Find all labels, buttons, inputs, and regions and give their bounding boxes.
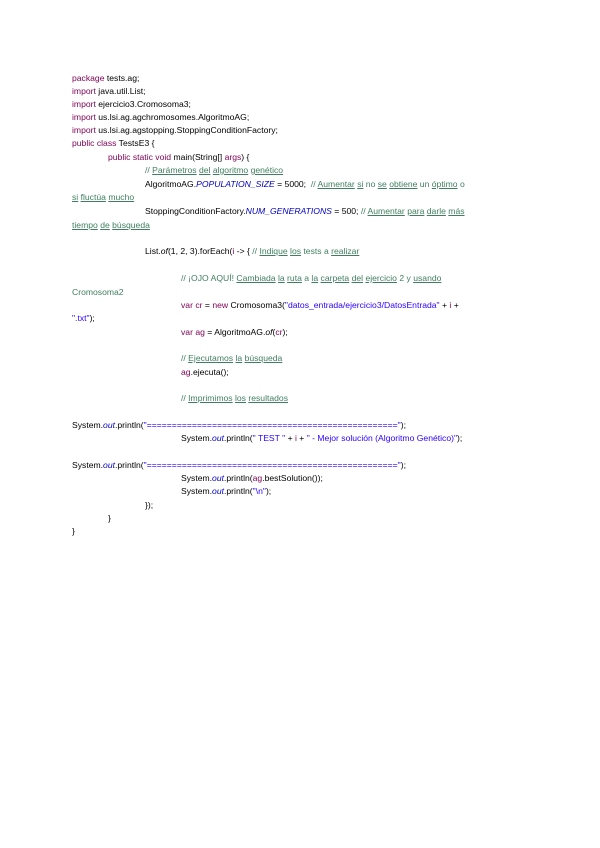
code-token: + — [451, 300, 459, 310]
code-token: ); — [282, 327, 288, 337]
code-token: ) { — [241, 152, 250, 162]
code-line — [145, 206, 465, 217]
code-token: .println( — [224, 433, 253, 443]
code-token: " - Mejor solución (Algoritmo Genético)" — [306, 433, 458, 443]
code-token: // — [360, 206, 368, 216]
code-token: ); — [400, 420, 406, 430]
code-token: out — [212, 433, 224, 443]
code-line — [72, 220, 150, 231]
code-token: System. — [181, 473, 213, 483]
code-token: ejercicio — [365, 273, 397, 283]
code-token: un — [417, 179, 432, 189]
code-line — [108, 513, 111, 524]
code-line — [181, 393, 288, 404]
code-token: Aumentar — [367, 206, 405, 216]
code-token: }); — [145, 500, 154, 510]
code-token: carpeta — [320, 273, 350, 283]
code-token: args — [224, 152, 242, 162]
code-token: } — [108, 513, 111, 523]
code-line — [72, 420, 406, 431]
code-token: } — [72, 526, 75, 536]
code-token: + — [296, 433, 307, 443]
code-token: Cromosoma3( — [228, 300, 285, 310]
code-token: la — [277, 273, 285, 283]
code-token: "==================================================" — [143, 420, 401, 430]
code-token: Imprimimos — [188, 393, 233, 403]
code-token: main(String[] — [171, 152, 225, 162]
code-token: "==================================================" — [143, 460, 401, 470]
code-token: obtiene — [389, 179, 418, 189]
code-token: ); — [400, 460, 406, 470]
code-token: i — [294, 433, 297, 443]
code-token: var — [181, 300, 193, 310]
code-token: package — [72, 73, 105, 83]
code-token: ( — [272, 327, 276, 337]
code-token: o — [457, 179, 465, 189]
code-token: AlgoritmoAG. — [145, 179, 197, 189]
code-token: System. — [181, 433, 213, 443]
code-token: ag — [181, 367, 191, 377]
code-line — [72, 313, 95, 324]
code-token: de — [100, 220, 110, 230]
code-line — [72, 526, 75, 537]
code-token: public class — [72, 138, 117, 148]
code-token: i — [449, 300, 452, 310]
code-token: tests.ag; — [104, 73, 140, 83]
code-token: del — [351, 273, 364, 283]
code-token: out — [212, 473, 224, 483]
code-token: out — [103, 460, 115, 470]
code-token: Aumentar — [317, 179, 355, 189]
code-line — [145, 165, 283, 176]
code-token: us.lsi.ag.agstopping.StoppingConditionFactory; — [95, 125, 278, 135]
code-token: fluctúa — [80, 192, 106, 202]
code-token: búsqueda — [112, 220, 150, 230]
code-token: .println( — [224, 486, 253, 496]
code-token: mucho — [108, 192, 135, 202]
code-token: a — [301, 273, 312, 283]
code-token: + — [439, 300, 450, 310]
code-token: ag — [195, 327, 205, 337]
code-token: import — [72, 86, 96, 96]
code-token: // — [181, 353, 189, 363]
code-token: ruta — [287, 273, 302, 283]
code-token: .println( — [115, 420, 144, 430]
code-token: "\n" — [252, 486, 266, 496]
code-token: = — [202, 300, 213, 310]
code-token: .println( — [115, 460, 144, 470]
code-token: más — [448, 206, 465, 216]
code-token: (1, 2, 3).forEach( — [167, 246, 233, 256]
code-token: Parámetros — [152, 165, 197, 175]
code-line — [181, 327, 288, 338]
code-token: = 500; — [331, 206, 361, 216]
code-token: i — [232, 246, 235, 256]
code-token: ); — [89, 313, 95, 323]
code-token: cr — [195, 300, 203, 310]
code-token: Ejecutamos — [188, 353, 234, 363]
code-token: = 5000; — [274, 179, 311, 189]
code-token: ejercicio3.Cromosoma3; — [95, 99, 191, 109]
code-token: // — [310, 179, 318, 189]
code-token: public static void — [108, 152, 172, 162]
code-token: us.lsi.ag.agchromosomes.AlgoritmoAG; — [95, 112, 250, 122]
code-token: System. — [72, 420, 104, 430]
code-token: genético — [250, 165, 284, 175]
code-token: System. — [181, 486, 213, 496]
code-line — [181, 473, 323, 484]
code-token: List. — [145, 246, 161, 256]
code-token: import — [72, 112, 96, 122]
code-token: resultados — [248, 393, 289, 403]
code-token: Indique — [259, 246, 288, 256]
code-line — [72, 86, 146, 97]
code-token: tests a — [301, 246, 332, 256]
code-token: se — [377, 179, 387, 189]
code-line — [145, 179, 465, 190]
code-line — [72, 73, 139, 84]
code-token: -> { — [234, 246, 253, 256]
code-token: ); — [457, 433, 463, 443]
code-token: "datos_entrada/ejercicio3/DatosEntrada" — [284, 300, 440, 310]
code-token: NUM_GENERATIONS — [245, 206, 332, 216]
code-token: // — [252, 246, 260, 256]
code-token: = AlgoritmoAG. — [204, 327, 266, 337]
code-token: ag — [252, 473, 263, 483]
code-token: ".txt" — [72, 313, 90, 323]
code-token: System. — [72, 460, 104, 470]
code-line — [72, 460, 406, 471]
code-token: out — [103, 420, 115, 430]
code-token: .bestSolution()); — [262, 473, 323, 483]
code-token: // — [145, 165, 153, 175]
code-token: darle — [426, 206, 446, 216]
code-line — [181, 353, 282, 364]
code-token: del — [198, 165, 211, 175]
code-token: ); — [265, 486, 272, 496]
code-line — [72, 192, 134, 203]
code-token: var — [181, 327, 193, 337]
code-token: los — [234, 393, 246, 403]
code-token: import — [72, 125, 96, 135]
code-token: los — [290, 246, 302, 256]
code-token: + — [285, 433, 295, 443]
code-token: 2 y — [396, 273, 414, 283]
code-token: out — [212, 486, 224, 496]
code-token: Cambiada — [236, 273, 276, 283]
code-token: tiempo — [72, 220, 98, 230]
code-token: la — [311, 273, 319, 283]
code-line — [72, 287, 124, 298]
code-line — [181, 273, 441, 284]
code-token: no — [363, 179, 378, 189]
code-token: TestsE3 { — [116, 138, 155, 148]
code-token: búsqueda — [244, 353, 283, 363]
code-line — [181, 367, 229, 378]
code-token: realizar — [331, 246, 360, 256]
code-token: java.util.List; — [95, 86, 146, 96]
code-token: " TEST " — [252, 433, 286, 443]
code-token: para — [407, 206, 425, 216]
code-token: cr — [275, 327, 283, 337]
code-line — [72, 112, 249, 123]
code-token: Cromosoma2 — [72, 287, 124, 297]
code-line — [72, 99, 191, 110]
code-token: si — [72, 192, 79, 202]
code-token: POPULATION_SIZE — [196, 179, 275, 189]
code-token: of — [160, 246, 168, 256]
code-line — [145, 500, 153, 511]
code-line — [181, 433, 462, 444]
code-line — [72, 125, 278, 136]
code-token: of — [265, 327, 273, 337]
code-token: óptimo — [431, 179, 458, 189]
code-token: usando — [413, 273, 442, 283]
code-token: la — [235, 353, 243, 363]
code-token: // — [181, 393, 189, 403]
code-token: // ¡OJO AQUÍ! — [181, 273, 237, 283]
code-line — [181, 486, 271, 497]
code-token: import — [72, 99, 96, 109]
code-token: algoritmo — [212, 165, 249, 175]
code-line — [145, 246, 359, 257]
code-line — [108, 152, 249, 163]
code-line — [72, 138, 154, 149]
code-token: .println( — [224, 473, 253, 483]
code-token: new — [212, 300, 229, 310]
code-token: .ejecuta(); — [190, 367, 229, 377]
code-token: si — [357, 179, 364, 189]
code-line — [181, 300, 459, 311]
code-token: StoppingConditionFactory. — [145, 206, 246, 216]
